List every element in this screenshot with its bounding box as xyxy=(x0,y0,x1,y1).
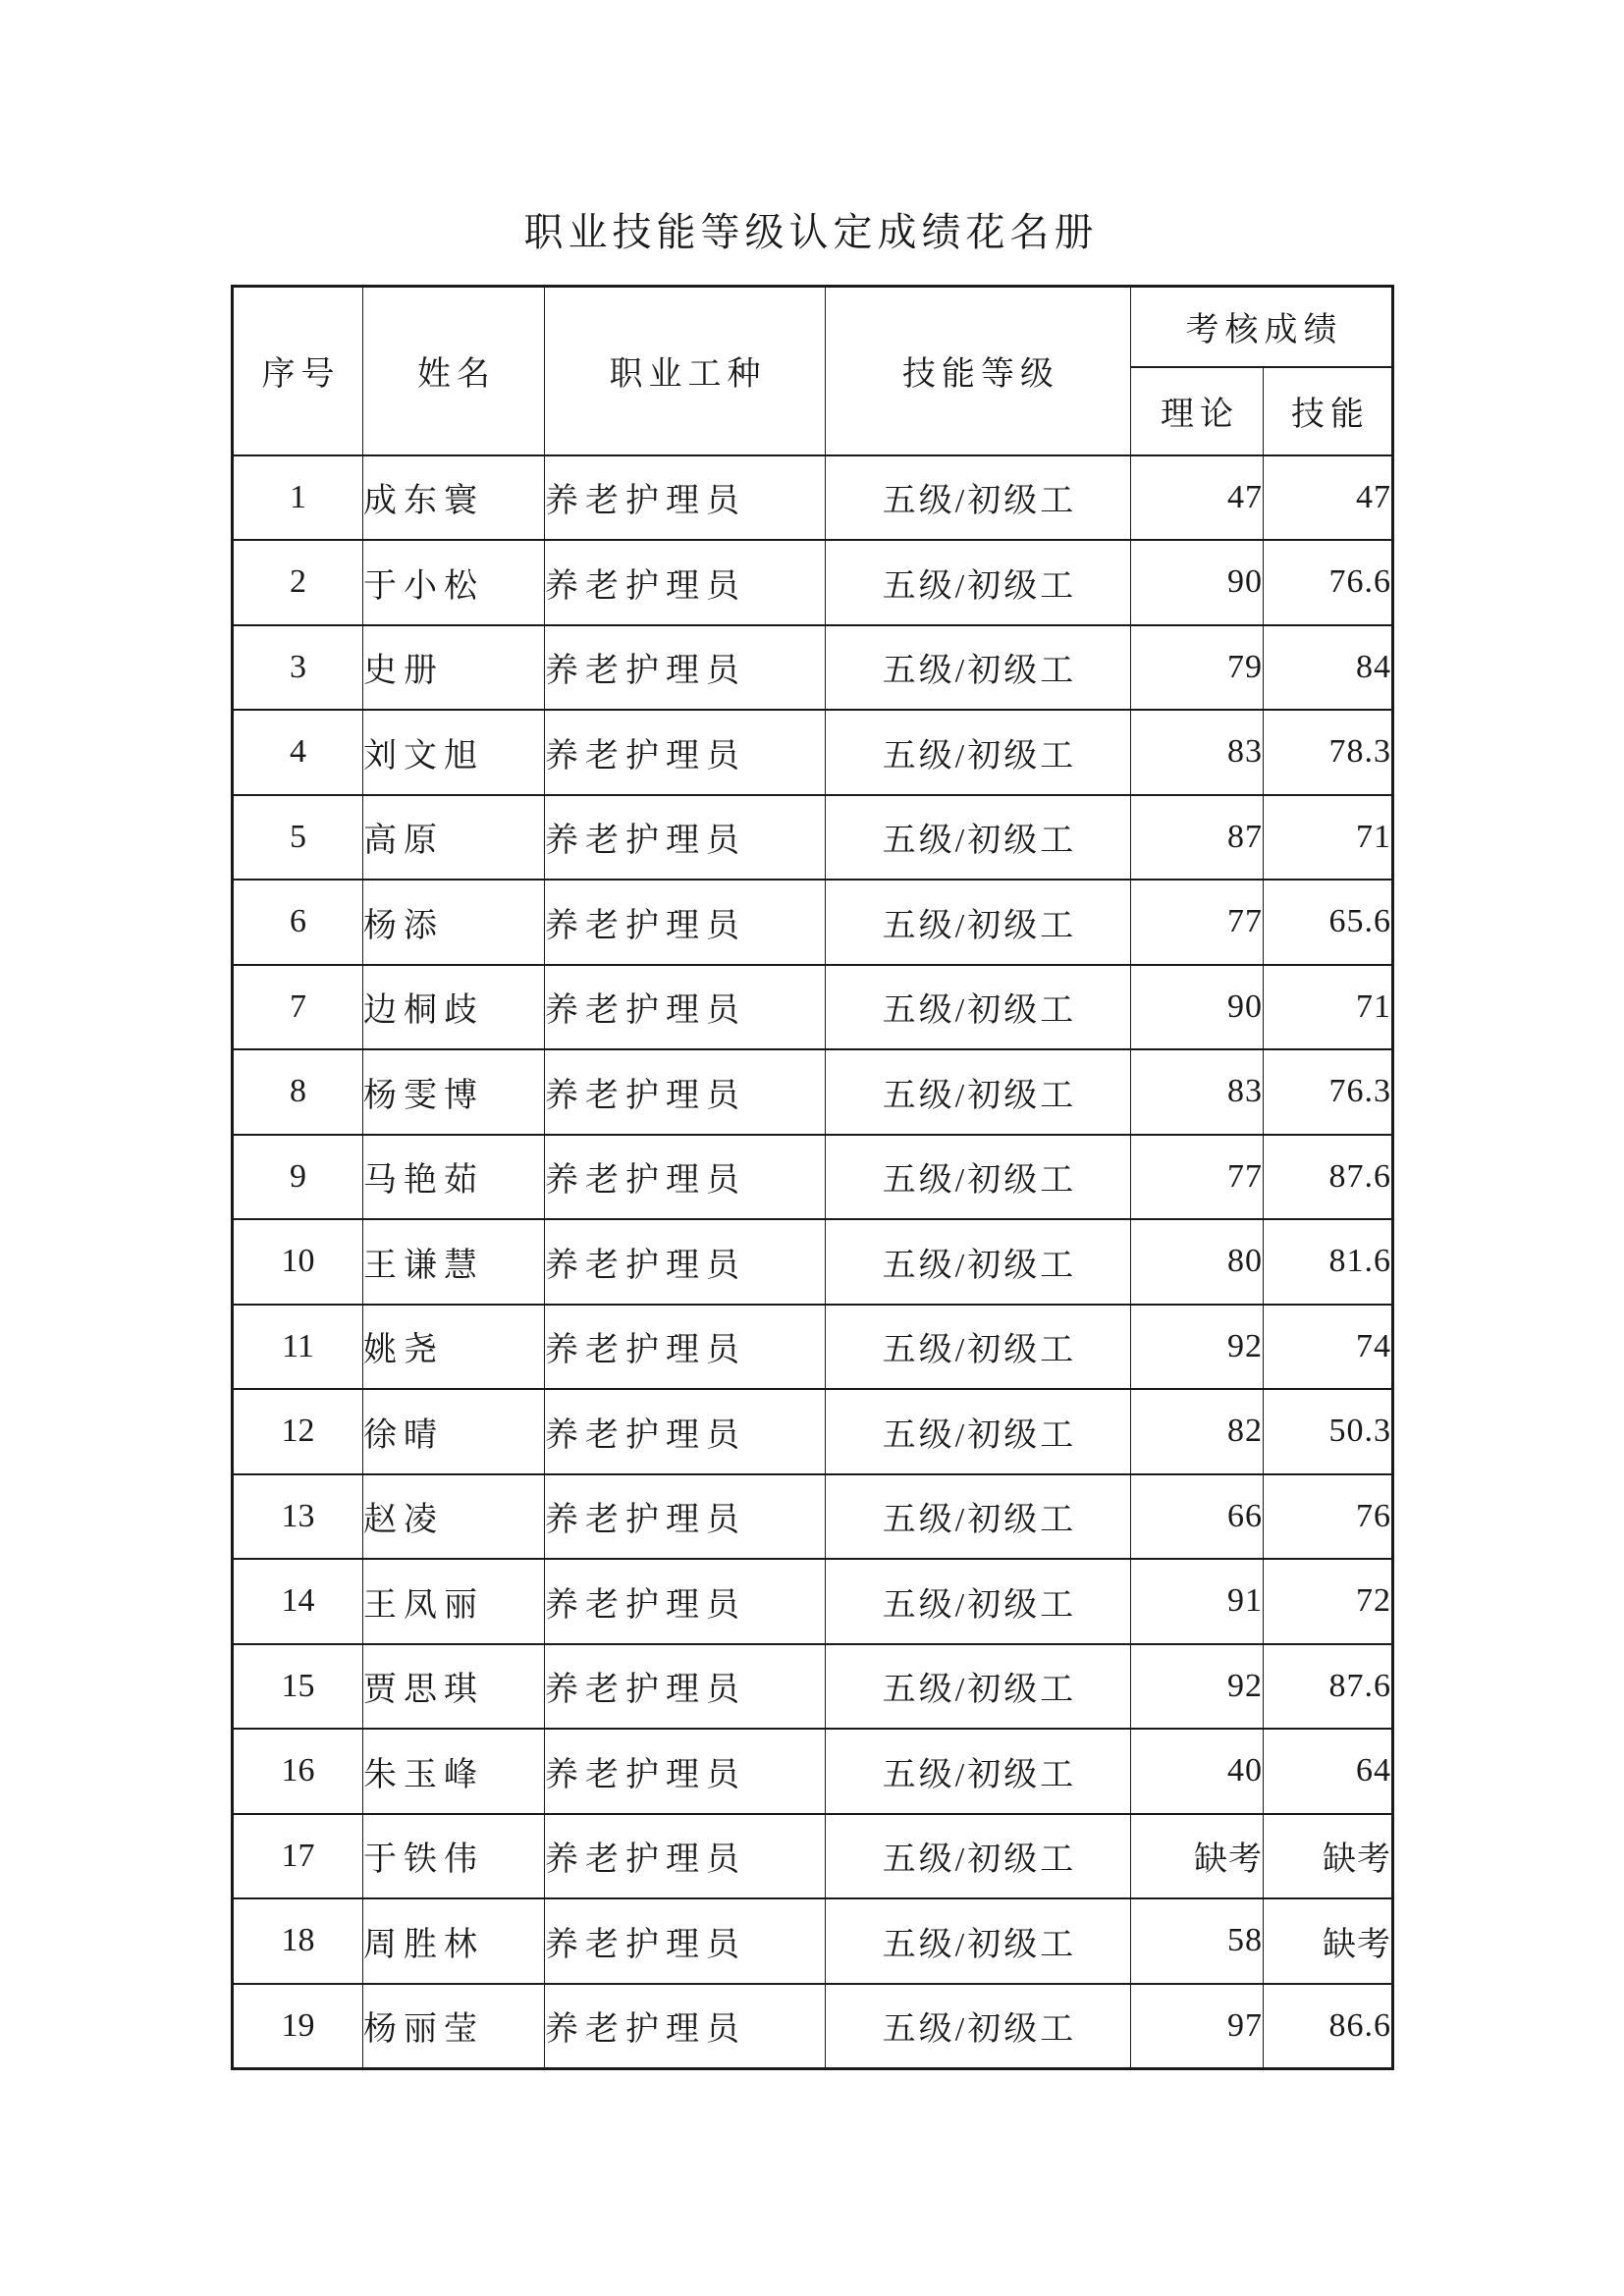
cell-skill-level: 五级/初级工 xyxy=(826,710,1131,795)
cell-index: 1 xyxy=(233,455,363,541)
cell-occupation: 养老护理员 xyxy=(545,625,826,711)
cell-name: 边桐歧 xyxy=(363,965,545,1050)
cell-name: 马艳茹 xyxy=(363,1135,545,1220)
cell-index: 6 xyxy=(233,880,363,965)
table-row xyxy=(233,1814,1393,1899)
cell-name: 姚尧 xyxy=(363,1305,545,1390)
cell-skill-score: 81.6 xyxy=(1264,1219,1393,1305)
cell-skill-score: 76.3 xyxy=(1264,1049,1393,1135)
cell-name: 徐晴 xyxy=(363,1389,545,1474)
cell-skill-score: 76 xyxy=(1264,1474,1393,1560)
cell-occupation: 养老护理员 xyxy=(545,1474,826,1560)
cell-skill-level: 五级/初级工 xyxy=(826,795,1131,881)
cell-occupation: 养老护理员 xyxy=(545,1305,826,1390)
cell-occupation: 养老护理员 xyxy=(545,1814,826,1899)
table-row xyxy=(233,540,1393,625)
cell-skill-score: 71 xyxy=(1264,965,1393,1050)
cell-index: 5 xyxy=(233,795,363,881)
roster-table xyxy=(231,285,1394,2070)
cell-skill-level: 五级/初级工 xyxy=(826,1984,1131,2069)
cell-skill-score: 50.3 xyxy=(1264,1389,1393,1474)
table-row xyxy=(233,1559,1393,1644)
cell-theory-score: 90 xyxy=(1131,965,1264,1050)
header-skill-level: 技能等级 xyxy=(826,287,1131,455)
cell-skill-level: 五级/初级工 xyxy=(826,965,1131,1050)
cell-index: 12 xyxy=(233,1389,363,1474)
header-name: 姓名 xyxy=(363,287,545,455)
cell-occupation: 养老护理员 xyxy=(545,710,826,795)
cell-skill-level: 五级/初级工 xyxy=(826,1814,1131,1899)
table-row xyxy=(233,1729,1393,1814)
cell-skill-level: 五级/初级工 xyxy=(826,1559,1131,1644)
cell-index: 2 xyxy=(233,540,363,625)
cell-occupation: 养老护理员 xyxy=(545,455,826,541)
cell-name: 王谦慧 xyxy=(363,1219,545,1305)
cell-name: 朱玉峰 xyxy=(363,1729,545,1814)
header-index: 序号 xyxy=(233,287,363,455)
cell-theory-score: 缺考 xyxy=(1131,1814,1264,1899)
table-row xyxy=(233,1219,1393,1305)
cell-skill-level: 五级/初级工 xyxy=(826,1049,1131,1135)
cell-theory-score: 91 xyxy=(1131,1559,1264,1644)
cell-theory-score: 83 xyxy=(1131,710,1264,795)
cell-skill-level: 五级/初级工 xyxy=(826,455,1131,541)
cell-theory-score: 92 xyxy=(1131,1305,1264,1390)
table-row xyxy=(233,455,1393,541)
cell-skill-level: 五级/初级工 xyxy=(826,625,1131,711)
cell-occupation: 养老护理员 xyxy=(545,1049,826,1135)
cell-occupation: 养老护理员 xyxy=(545,1135,826,1220)
cell-index: 7 xyxy=(233,965,363,1050)
cell-theory-score: 58 xyxy=(1131,1898,1264,1984)
cell-skill-score: 缺考 xyxy=(1264,1898,1393,1984)
cell-index: 19 xyxy=(233,1984,363,2069)
cell-name: 王凤丽 xyxy=(363,1559,545,1644)
cell-occupation: 养老护理员 xyxy=(545,540,826,625)
cell-skill-level: 五级/初级工 xyxy=(826,880,1131,965)
cell-skill-score: 86.6 xyxy=(1264,1984,1393,2069)
table-row xyxy=(233,710,1393,795)
table-row xyxy=(233,1474,1393,1560)
cell-occupation: 养老护理员 xyxy=(545,1898,826,1984)
table-row xyxy=(233,1135,1393,1220)
cell-theory-score: 92 xyxy=(1131,1644,1264,1730)
cell-index: 10 xyxy=(233,1219,363,1305)
header-occupation: 职业工种 xyxy=(545,287,826,455)
cell-skill-score: 64 xyxy=(1264,1729,1393,1814)
cell-skill-level: 五级/初级工 xyxy=(826,540,1131,625)
cell-name: 赵凌 xyxy=(363,1474,545,1560)
cell-skill-score: 76.6 xyxy=(1264,540,1393,625)
cell-occupation: 养老护理员 xyxy=(545,880,826,965)
cell-name: 于小松 xyxy=(363,540,545,625)
cell-skill-level: 五级/初级工 xyxy=(826,1474,1131,1560)
header-theory: 理论 xyxy=(1131,367,1264,455)
table-row xyxy=(233,880,1393,965)
cell-skill-level: 五级/初级工 xyxy=(826,1644,1131,1730)
table-row xyxy=(233,1898,1393,1984)
cell-name: 成东寰 xyxy=(363,455,545,541)
cell-occupation: 养老护理员 xyxy=(545,1389,826,1474)
cell-index: 18 xyxy=(233,1898,363,1984)
cell-name: 周胜林 xyxy=(363,1898,545,1984)
cell-name: 史册 xyxy=(363,625,545,711)
table-body xyxy=(233,455,1393,2069)
cell-skill-level: 五级/初级工 xyxy=(826,1305,1131,1390)
cell-occupation: 养老护理员 xyxy=(545,965,826,1050)
table-row xyxy=(233,965,1393,1050)
cell-theory-score: 77 xyxy=(1131,880,1264,965)
cell-skill-score: 87.6 xyxy=(1264,1135,1393,1220)
header-score-group: 考核成绩 xyxy=(1131,287,1393,367)
cell-index: 15 xyxy=(233,1644,363,1730)
cell-name: 杨添 xyxy=(363,880,545,965)
cell-theory-score: 87 xyxy=(1131,795,1264,881)
cell-theory-score: 90 xyxy=(1131,540,1264,625)
cell-index: 14 xyxy=(233,1559,363,1644)
cell-theory-score: 66 xyxy=(1131,1474,1264,1560)
cell-index: 17 xyxy=(233,1814,363,1899)
table-row xyxy=(233,795,1393,881)
table-row xyxy=(233,1644,1393,1730)
cell-index: 13 xyxy=(233,1474,363,1560)
cell-skill-level: 五级/初级工 xyxy=(826,1389,1131,1474)
cell-theory-score: 40 xyxy=(1131,1729,1264,1814)
table-row xyxy=(233,1389,1393,1474)
cell-name: 于铁伟 xyxy=(363,1814,545,1899)
table-row xyxy=(233,625,1393,711)
cell-occupation: 养老护理员 xyxy=(545,1984,826,2069)
page-title: 职业技能等级认定成绩花名册 xyxy=(523,210,1099,254)
cell-theory-score: 97 xyxy=(1131,1984,1264,2069)
cell-theory-score: 83 xyxy=(1131,1049,1264,1135)
cell-theory-score: 80 xyxy=(1131,1219,1264,1305)
cell-name: 高原 xyxy=(363,795,545,881)
cell-index: 9 xyxy=(233,1135,363,1220)
cell-index: 11 xyxy=(233,1305,363,1390)
cell-index: 4 xyxy=(233,710,363,795)
cell-theory-score: 82 xyxy=(1131,1389,1264,1474)
cell-theory-score: 79 xyxy=(1131,625,1264,711)
cell-name: 杨雯博 xyxy=(363,1049,545,1135)
cell-skill-score: 缺考 xyxy=(1264,1814,1393,1899)
cell-skill-score: 78.3 xyxy=(1264,710,1393,795)
cell-occupation: 养老护理员 xyxy=(545,795,826,881)
cell-skill-level: 五级/初级工 xyxy=(826,1729,1131,1814)
cell-theory-score: 77 xyxy=(1131,1135,1264,1220)
cell-skill-level: 五级/初级工 xyxy=(826,1219,1131,1305)
cell-skill-score: 87.6 xyxy=(1264,1644,1393,1730)
cell-occupation: 养老护理员 xyxy=(545,1729,826,1814)
table-row xyxy=(233,1305,1393,1390)
cell-skill-score: 65.6 xyxy=(1264,880,1393,965)
cell-skill-score: 47 xyxy=(1264,455,1393,541)
cell-skill-score: 74 xyxy=(1264,1305,1393,1390)
cell-skill-score: 72 xyxy=(1264,1559,1393,1644)
roster-header xyxy=(233,287,1393,455)
header-row xyxy=(233,287,1393,367)
cell-name: 杨丽莹 xyxy=(363,1984,545,2069)
cell-index: 3 xyxy=(233,625,363,711)
cell-name: 刘文旭 xyxy=(363,710,545,795)
cell-occupation: 养老护理员 xyxy=(545,1559,826,1644)
cell-occupation: 养老护理员 xyxy=(545,1644,826,1730)
cell-skill-level: 五级/初级工 xyxy=(826,1898,1131,1984)
cell-name: 贾思琪 xyxy=(363,1644,545,1730)
cell-index: 8 xyxy=(233,1049,363,1135)
cell-skill-level: 五级/初级工 xyxy=(826,1135,1131,1220)
cell-skill-score: 84 xyxy=(1264,625,1393,711)
table-row xyxy=(233,1049,1393,1135)
table-row xyxy=(233,1984,1393,2069)
header-skill: 技能 xyxy=(1264,367,1393,455)
cell-occupation: 养老护理员 xyxy=(545,1219,826,1305)
cell-index: 16 xyxy=(233,1729,363,1814)
cell-theory-score: 47 xyxy=(1131,455,1264,541)
cell-skill-score: 71 xyxy=(1264,795,1393,881)
